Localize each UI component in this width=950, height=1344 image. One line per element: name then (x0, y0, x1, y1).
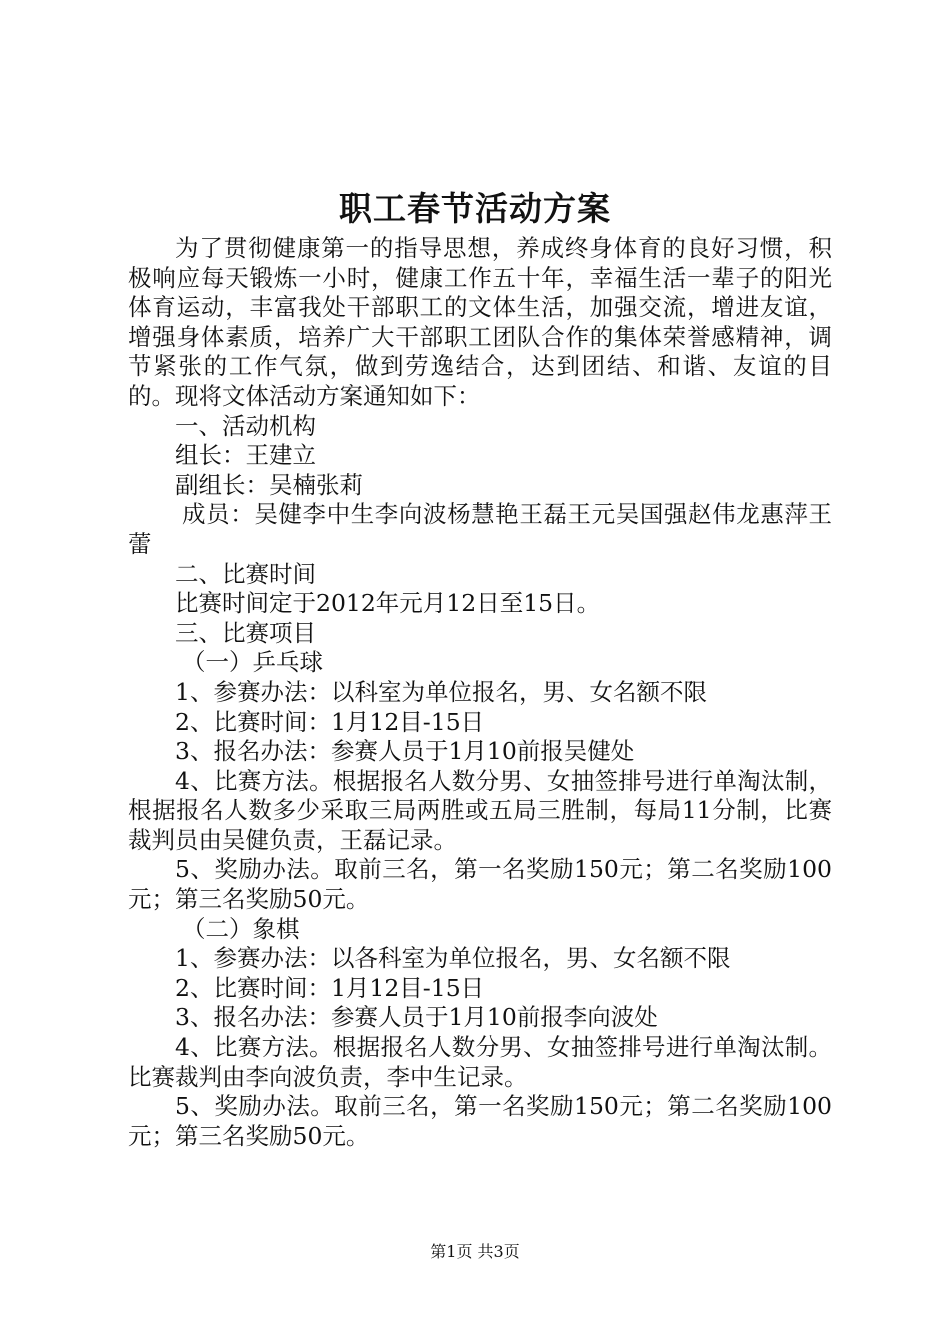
event-heading-chess: （二）象棋 (182, 914, 300, 943)
members-line: 成员：吴健李中生李向波杨慧艳王磊王元吴国强赵伟龙惠萍王蕾 (128, 500, 832, 558)
section-heading-schedule: 二、比赛时间 (175, 559, 316, 588)
document-title: 职工春节活动方案 (339, 189, 611, 228)
section-heading-organization: 一、活动机构 (175, 411, 316, 440)
table-tennis-rule-4: 4、比赛方法。根据报名人数分男、女抽签排号进行单淘汰制，根据报名人数多少采取三局两胜或五局三胜制，每局11分制，比赛裁判员由吴健负责，王磊记录。 (128, 766, 832, 854)
page-footer: 第1页 共3页 (430, 1242, 520, 1261)
leader-line: 组长：王建立 (175, 441, 316, 470)
chess-rule-5: 5、奖励办法。取前三名，第一名奖励150元；第二名奖励100元；第三名奖励50元。 (128, 1092, 832, 1150)
chess-rule-1: 1、参赛办法：以各科室为单位报名，男、女名额不限 (175, 944, 731, 973)
section-heading-events: 三、比赛项目 (175, 618, 316, 647)
table-tennis-rule-5: 5、奖励办法。取前三名，第一名奖励150元；第二名奖励100元；第三名奖励50元。 (128, 855, 832, 914)
table-tennis-rule-2: 2、比赛时间：1月12目-15日 (175, 707, 485, 736)
document-body (128, 234, 832, 1151)
chess-rule-3: 3、报名办法：参赛人员于1月10前报李向波处 (175, 1003, 658, 1032)
chess-rule-4: 4、比赛方法。根据报名人数分男、女抽签排号进行单淘汰制。比赛裁判由李向波负责，李中生记录。 (128, 1033, 832, 1091)
chess-rule-2: 2、比赛时间：1月12目-15日 (175, 973, 485, 1002)
schedule-line: 比赛时间定于2012年元月12日至15日。 (175, 589, 601, 618)
event-heading-table-tennis: （一）乒乓球 (182, 648, 324, 677)
intro-paragraph: 为了贯彻健康第一的指导思想，养成终身体育的良好习惯，积极响应每天锻炼一小时，健康工作五十年，幸福生活一辈子的阳光体育运动，丰富我处干部职工的文体生活，加强交流，增进友谊，增强身体素质，培养广大干部职工团队合作的集体荣誉感精神，调节紧张的工作气氛，做到劳逸结合，达到团结、和谐、友谊的目的。现将文体活动方案通知如下： (128, 234, 832, 410)
table-tennis-rule-1: 1、参赛办法：以科室为单位报名，男、女名额不限 (175, 677, 707, 706)
table-tennis-rule-3: 3、报名办法：参赛人员于1月10前报吴健处 (175, 737, 635, 766)
deputy-leader-line: 副组长：吴楠张莉 (175, 470, 363, 499)
